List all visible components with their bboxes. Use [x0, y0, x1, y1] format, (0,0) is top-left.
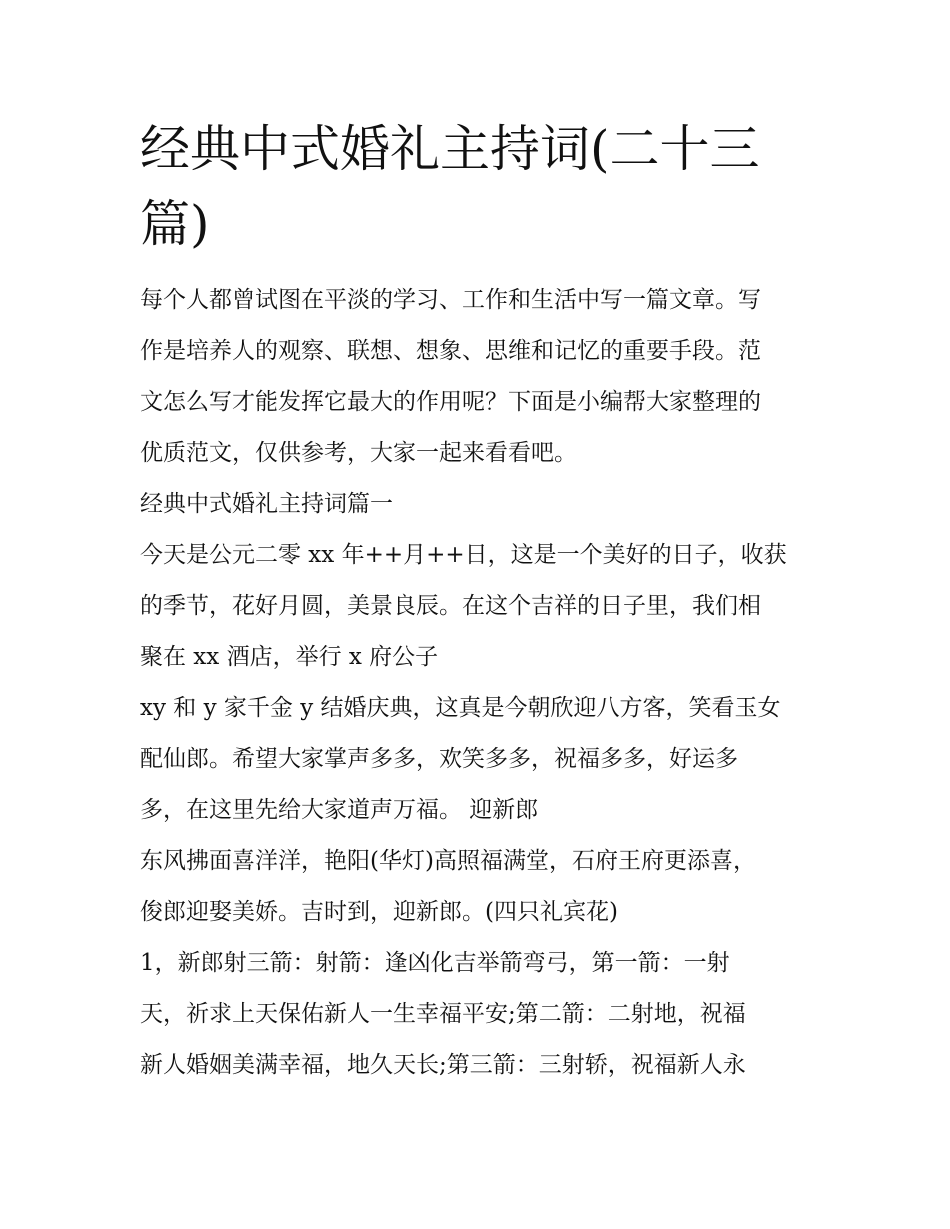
text-line: 天，祈求上天保佑新人一生幸福平安;第二箭：二射地，祝福 [140, 1001, 746, 1027]
text-line: 的季节，花好月圆，美景良辰。在这个吉祥的日子里，我们相 [140, 593, 761, 619]
title-line-1: 经典中式婚礼主持词(二十三 [140, 120, 760, 178]
title-line-2: 篇) [140, 195, 210, 253]
document-title [140, 112, 800, 262]
text-line: 作是培养人的观察、联想、想象、思维和记忆的重要手段。范 [140, 338, 761, 364]
text-line: xy 和 y 家千金 y 结婚庆典，这真是今朝欣迎八方客，笑看玉女 [140, 695, 781, 721]
text-line: 文怎么写才能发挥它最大的作用呢？下面是小编帮大家整理的 [140, 389, 761, 415]
text-line: 东风拂面喜洋洋，艳阳(华灯)高照福满堂，石府王府更添喜， [140, 848, 756, 874]
text-line: 聚在 xx 酒店，举行 x 府公子 [140, 644, 439, 670]
text-line: 配仙郎。希望大家掌声多多，欢笑多多，祝福多多，好运多 [140, 746, 738, 772]
text-line: 每个人都曾试图在平淡的学习、工作和生活中写一篇文章。写 [140, 287, 761, 313]
text-line: 优质范文，仅供参考，大家一起来看看吧。 [140, 440, 577, 466]
text-line: 1，新郎射三箭：射箭：逢凶化吉举箭弯弓，第一箭：一射 [140, 950, 730, 976]
text-line: 今天是公元二零 xx 年++月++日，这是一个美好的日子，收获 [140, 542, 787, 568]
text-line: 新人婚姻美满幸福，地久天长;第三箭：三射轿，祝福新人永 [140, 1052, 746, 1078]
section-heading: 经典中式婚礼主持词篇一 [140, 491, 393, 517]
text-line: 俊郎迎娶美娇。吉时到，迎新郎。(四只礼宾花) [140, 899, 618, 925]
text-line: 多，在这里先给大家道声万福。 迎新郎 [140, 797, 539, 823]
